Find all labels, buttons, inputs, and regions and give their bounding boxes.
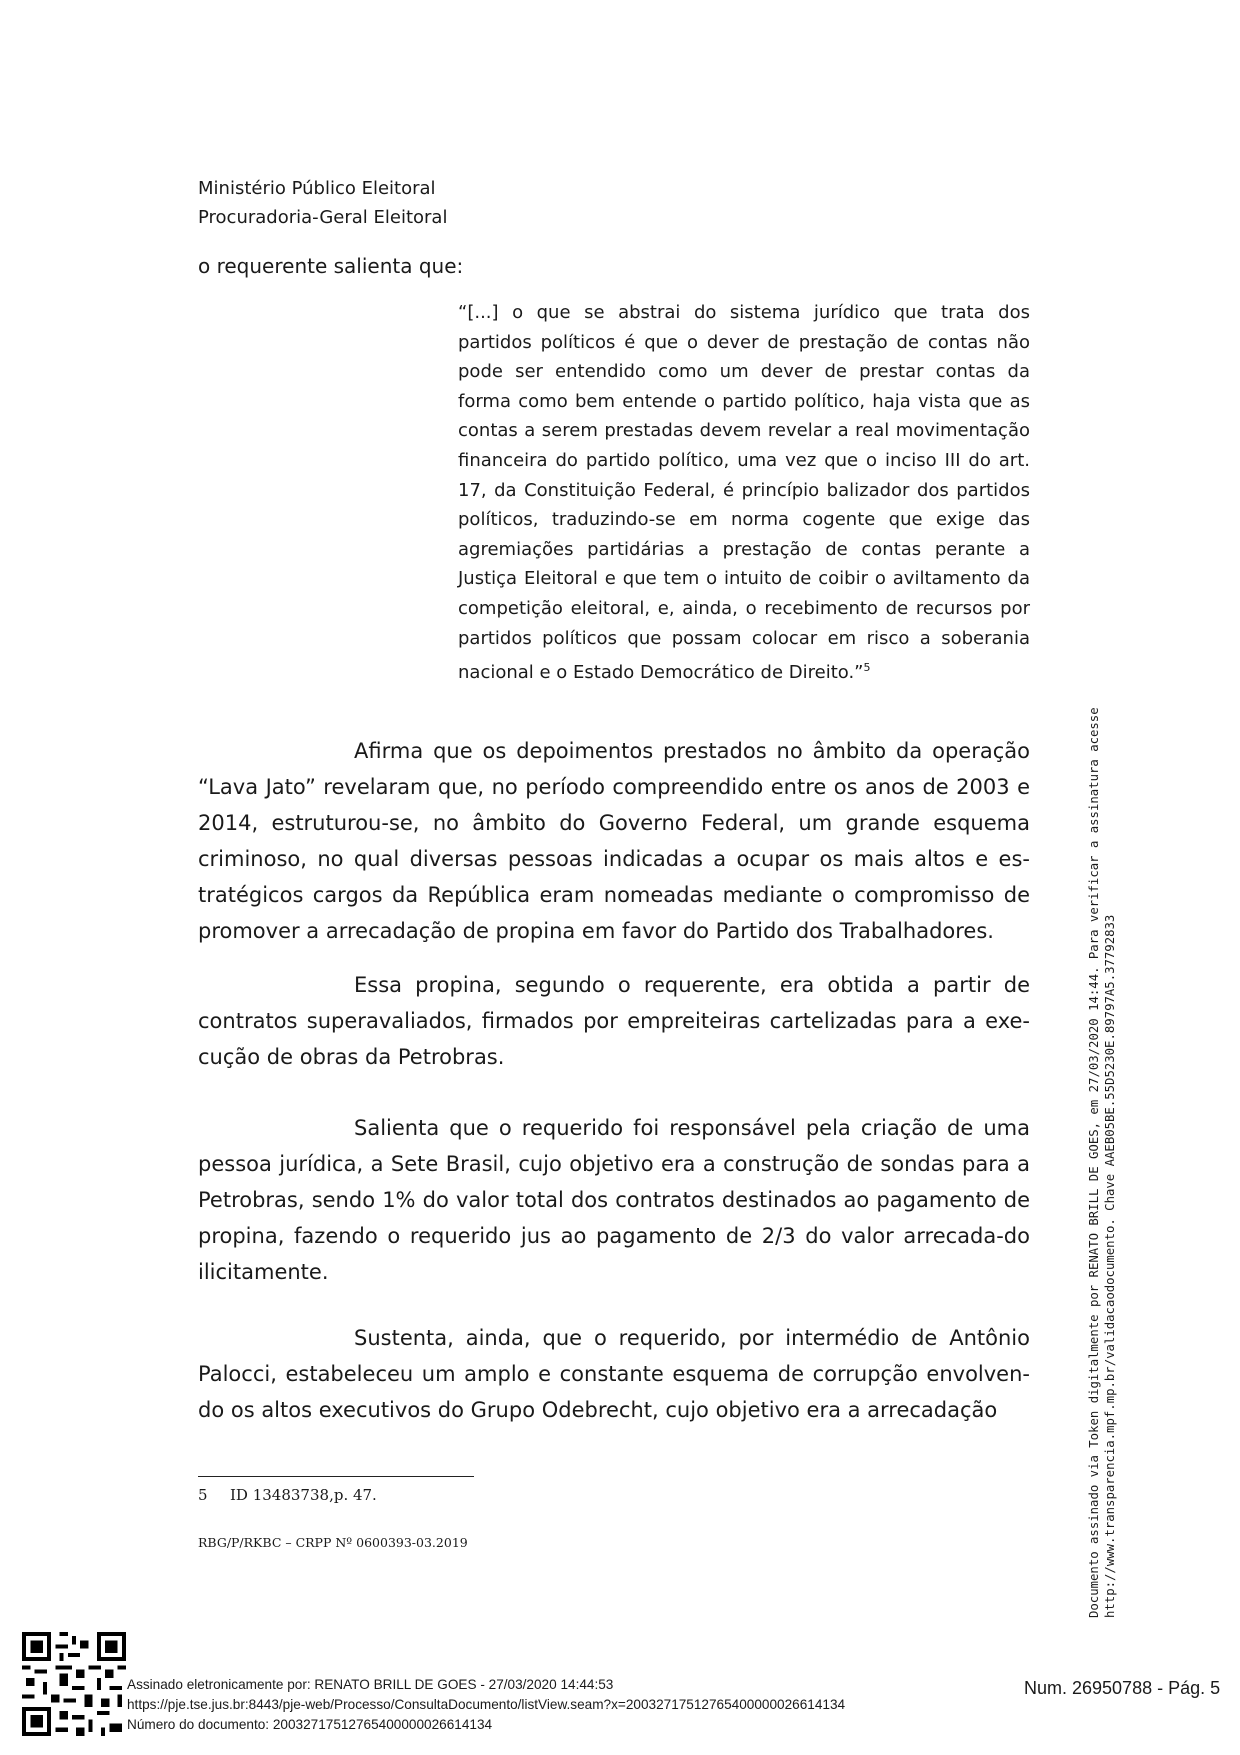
header-department: Procuradoria-Geral Eleitoral bbox=[198, 207, 448, 228]
paragraph-1: Afirma que os depoimentos prestados no âmbito da operação “Lava Jato” revelaram que, no período compreendido entre os anos de 2003 e 2014, estruturou-se, no âmbito do Governo Federal, um grande esquema criminoso, no qual diversas pessoas indicadas a ocupar os mais altos e es-tratégicos cargos da República eram nomeadas mediante o compromisso de promover a arrecadação de propina em favor do Partido dos Trabalhadores. bbox=[198, 739, 1030, 943]
paragraph-3: Salienta que o requerido foi responsável pela criação de uma pessoa jurídica, a Sete Brasil, cujo objetivo era a construção de sondas para a Petrobras, sendo 1% do valor total dos contratos destinados ao pagamento de propina, fazendo o requerido jus ao pagamento de 2/3 do valor arrecada-do ilicitamente. bbox=[198, 1116, 1030, 1284]
quote-text: “[...] o que se abstrai do sistema jurídico que trata dos partidos políticos é que o dever de prestação de contas não pode ser entendido como um dever de prestar contas da forma como bem entende o partido político, haja vista que as contas a serem prestadas devem revelar a real movimentação financeira do partido político, uma vez que o inciso III do art. 17, da Constituição Federal, é princípio balizador dos partidos políticos, traduzindo-se em norma cogente que exige das agremiações partidárias a prestação de contas perante a Justiça Eleitoral e que tem o intuito de coibir o aviltamento da competição eleitoral, e, ainda, o recebimento de recursos por partidos políticos que possam colocar em risco a soberania nacional e o Estado Democrático de Direito.” bbox=[458, 302, 1030, 684]
footnote-divider bbox=[198, 1476, 474, 1477]
paragraph-2: Essa propina, segundo o requerente, era obtida a partir de contratos superavaliados, firmados por empreiteiras cartelizadas para a exe-cução de obras da Petrobras. bbox=[198, 973, 1030, 1069]
electronic-signature-block bbox=[127, 1675, 845, 1735]
page-header bbox=[198, 174, 447, 232]
footnote-number: 5 bbox=[198, 1486, 208, 1504]
signature-validation-sidebar bbox=[1086, 518, 1118, 1618]
qr-code-icon bbox=[22, 1632, 126, 1736]
signature-signer: Assinado eletronicamente por: RENATO BRILL DE GOES - 27/03/2020 14:44:53 bbox=[127, 1677, 614, 1692]
footnote-marker: 5 bbox=[863, 661, 871, 675]
sidebar-line-2: http://www.transparencia.mpf.mp.br/validacaodocumento. Chave AAEB05BE.55D5230E.89797A5.37792833 bbox=[1103, 914, 1117, 1618]
signature-document-number: Número do documento: 20032717512765400000026614134 bbox=[127, 1717, 493, 1732]
paragraph-4: Sustenta, ainda, que o requerido, por intermédio de Antônio Palocci, estabeleceu um amplo e constante esquema de corrupção envolven-do os altos executivos do Grupo Odebrecht, cujo objetivo era a arrecadação bbox=[198, 1326, 1030, 1422]
signature-url: https://pje.tse.jus.br:8443/pje-web/Processo/ConsultaDocumento/listView.seam?x=20032717512765400000026614134 bbox=[127, 1697, 846, 1712]
block-quote bbox=[458, 298, 1030, 688]
header-institution: Ministério Público Eleitoral bbox=[198, 178, 436, 199]
footnote-text: ID 13483738,p. 47. bbox=[230, 1486, 377, 1504]
document-reference: RBG/P/RKBC – CRPP Nº 0600393-03.2019 bbox=[198, 1535, 468, 1550]
page-number: Num. 26950788 - Pág. 5 bbox=[1024, 1678, 1221, 1698]
intro-text: o requerente salienta que: bbox=[198, 254, 464, 278]
sidebar-line-1: Documento assinado via Token digitalmente por RENATO BRILL DE GOES, em 27/03/2020 14:44. Para verificar a assinatura acesse bbox=[1087, 707, 1101, 1618]
footnote bbox=[198, 1486, 377, 1504]
